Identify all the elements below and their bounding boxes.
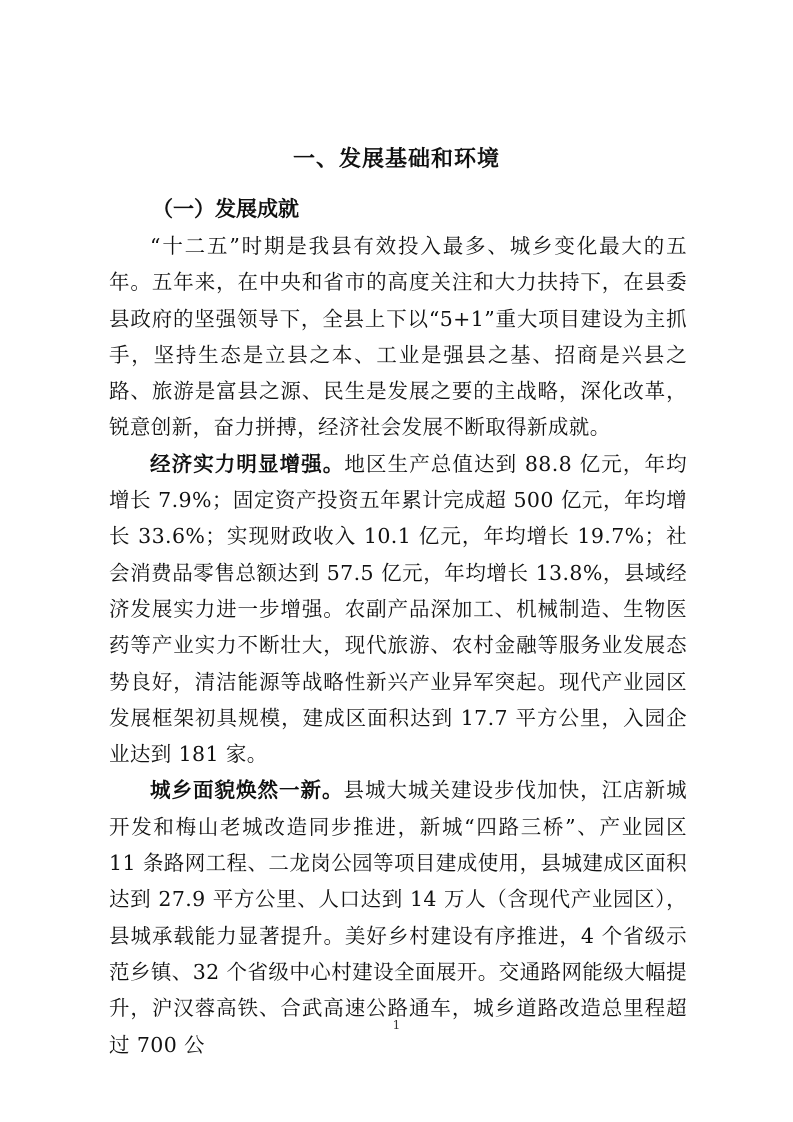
paragraph <box>109 228 687 446</box>
paragraph-lead: 经济实力明显增强。 <box>150 451 345 476</box>
paragraph <box>109 446 687 773</box>
paragraph-text: 地区生产总值达到 88.8 亿元，年均增长 7.9%；固定资产投资五年累计完成超 500 亿元，年均增长 33.6%；实现财政收入 10.1 亿元，年均增长 19.7%；社会消费品零售总额达到 57.5 亿元，年均增长 13.8%，县域经济发展实力进一步增强。农副产品深加工、机械制造、生物医药等产业实力不断壮大，现代旅游、农村金融等服务业发展态势良好，清洁能源等战略性新兴产业异军突起。现代产业园区发展框架初具规模，建成区面积达到 17.7 平方公里，入园企业达到 181 家。 <box>109 451 687 767</box>
paragraph-lead: 城乡面貌焕然一新。 <box>150 778 344 803</box>
body-text <box>109 228 687 1063</box>
paragraph-text: 县城大城关建设步伐加快，江店新城开发和梅山老城改造同步推进，新城“四路三桥”、产业园区 11 条路网工程、二龙岗公园等项目建成使用，县城建成区面积达到 27.9 平方公里、人口达到 14 万人（含现代产业园区），县城承载能力显著提升。美好乡村建设有序推进，4 个省级示范乡镇、32 个省级中心村建设全面展开。交通路网能级大幅提升，沪汉蓉高铁、合武高速公路通车，城乡道路改造总里程超过 700 公 <box>109 778 687 1057</box>
subsection-title: （一）发展成就 <box>152 197 299 221</box>
paragraph-text: “十二五”时期是我县有效投入最多、城乡变化最大的五年。五年来，在中央和省市的高度关注和大力扶持下，在县委县政府的坚强领导下，全县上下以“5+1”重大项目建设为主抓手，坚持生态是立县之本、工业是强县之基、招商是兴县之路、旅游是富县之源、民生是发展之要的主战略，深化改革，锐意创新，奋力拼搏，经济社会发展不断取得新成就。 <box>109 234 687 440</box>
section-title: 一、发展基础和环境 <box>292 147 500 172</box>
page-number: 1 <box>392 1018 401 1032</box>
